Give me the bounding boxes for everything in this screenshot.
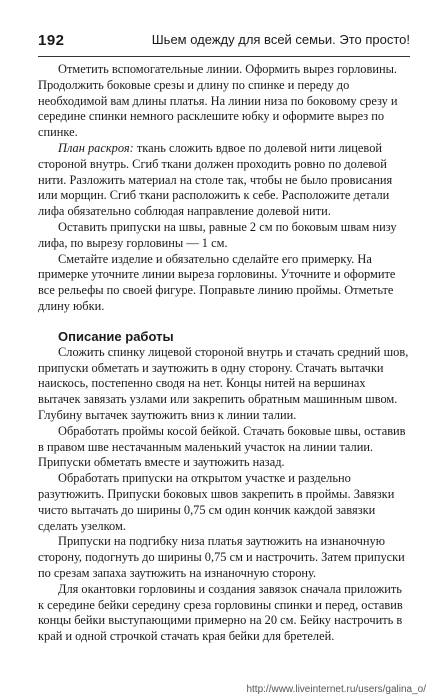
paragraph-outline-lines: Отметить вспомогательные линии. Оформить вырез горловины. Продолжить боковые срезы и длину по спинке и переду до необходимой вам длины платья. На линии низа по боковому срезу и середине спинки немного расклешите юбку и оформите вырез по спинке. xyxy=(38,62,398,140)
paragraph-cutting-plan xyxy=(38,141,410,220)
paragraph-armholes: Обработать проймы косой бейкой. Стачать боковые швы, оставив в правом шве нестачанным маленький участок на линии талии. Припуски обметать вместе и заутюжить назад. xyxy=(38,423,406,470)
page-number: 192 xyxy=(38,32,65,49)
page-header xyxy=(38,20,410,48)
paragraph-back-seam: Сложить спинку лицевой стороной внутрь и стачать средний шов, припуски обметать и заутюжить в одну сторону. Стачать вытачки наискось, постепенно сводя на нет. Концы нитей на вершинах вытачек завязать узлами или закрепить обратным машинным швом. Глубину вытачек заутюжить вниз к линии талии. xyxy=(38,344,409,422)
header-rule xyxy=(38,56,410,57)
paragraph-fitting: Сметайте изделие и обязательно сделайте его примерку. На примерке уточните линии выреза горловины. Уточните и оформите все рельефы по своей фигуре. Поправьте линию проймы. Отметьте длину юбки. xyxy=(38,251,396,313)
paragraph-seam-allowances: Оставить припуски на швы, равные 2 см по боковым швам низу лифа, по вырезу горловины — 1 см. xyxy=(38,219,397,250)
section-heading: Описание работы xyxy=(58,328,174,344)
page-body xyxy=(38,62,410,645)
running-title: Шьем одежду для всей семьи. Это просто! xyxy=(151,32,410,47)
watermark-url: http://www.liveinternet.ru/users/galina_o/ xyxy=(246,684,426,695)
cutting-plan-lead: План раскроя: xyxy=(58,140,134,155)
paragraph-neckline-binding: Для окантовки горловины и создания завязок сначала приложить к середине бейки середину среза горловины спинки и перед, оставив концы бейки выступающими примерно на 20 см. Бейку настрочить в край и одной строчкой стачать края бейки для бретелей. xyxy=(38,581,403,644)
paragraph-allowances: Обработать припуски на открытом участке и раздельно разутюжить. Припуски боковых швов закрепить в проймы. Завязки чисто вытачать до ширины 0,75 см один кончик каждой завязки сделать узелком. xyxy=(38,471,395,533)
cutting-plan-text: ткань сложить вдвое по долевой нити лицевой стороной внутрь. Сгиб ткани должен проходить ровно по долевой нити. Разложить материал на столе так, чтобы не было провисания или морщин. Сгиб ткани расположить к себе. Расположите детали лифа обязательно соблюдая направление долевой нити. xyxy=(38,140,393,219)
paragraph-hem: Припуски на подгибку низа платья заутюжить на изнаночную сторону, подогнуть до ширины 0,75 см и настрочить. Затем припуски по срезам запаха заутюжить на изнаночную сторону. xyxy=(38,534,405,580)
